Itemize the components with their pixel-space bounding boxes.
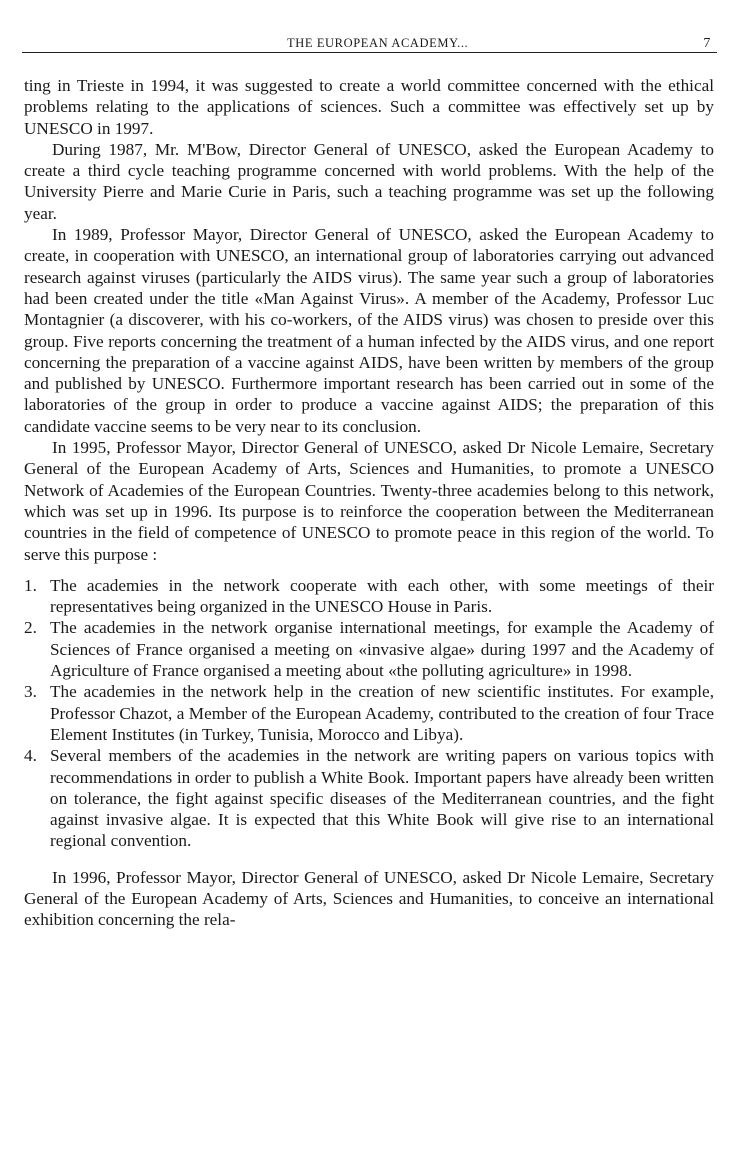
paragraph-continued: ting in Trieste in 1994, it was suggested to create a world committee concerned with the ethical problems relating to the applications of sciences. Such a committee was effectively set up by UNESCO in 1997. — [24, 76, 714, 138]
list-item-number: 1. — [24, 575, 37, 595]
list-item-number: 4. — [24, 746, 37, 766]
numbered-list — [24, 575, 714, 852]
running-title: THE EUROPEAN ACADEMY... — [287, 36, 469, 50]
paragraph-1989: In 1989, Professor Mayor, Director General of UNESCO, asked the European Academy to create, in cooperation with UNESCO, an international group of laboratories carrying out advanced research against viruses (particularly the AIDS virus). The same year such a group of laboratories had been created under the title «Man Against Virus». A member of the Academy, Professor Luc Montagnier (a discoverer, with his co-workers, of the AIDS virus) was chosen to preside over this group. Five reports concerning the treatment of a human infected by the AIDS virus, and one report concerning the preparation of a vaccine against AIDS, have been written by members of the group and published by UNESCO. Furthermore important research has been carried out in some of the laboratories of the group in order to produce a vaccine against AIDS; the preparation of this candidate vaccine seems to be very near to its conclusion. — [24, 225, 714, 436]
list-item-text: Several members of the academies in the network are writing papers on various topics with recommendations in order to publish a White Book. Important papers have already been written on tolerance, the fight against specific diseases of the Mediterranean countries, and the fight against invasive algae. It is expected that this White Book will give rise to an international regional convention. — [50, 746, 714, 851]
list-item — [24, 745, 714, 851]
paragraph-1996: In 1996, Professor Mayor, Director General of UNESCO, asked Dr Nicole Lemaire, Secretary General of the European Academy of Arts, Sciences and Humanities, to conceive an international exhibition concerning the rela- — [24, 867, 714, 930]
list-item — [24, 681, 714, 745]
list-item-text: The academies in the network organise international meetings, for example the Academy of Sciences of France organised a meeting on «invasive algae» during 1997 and the Academy of Agriculture of France organised a meeting about «the polluting agriculture» in 1998. — [50, 618, 714, 681]
running-header — [22, 34, 717, 53]
list-item-number: 3. — [24, 682, 37, 702]
list-item — [24, 575, 714, 618]
list-item-number: 2. — [24, 618, 37, 638]
list-item — [24, 617, 714, 681]
page-number: 7 — [703, 36, 711, 51]
paragraph-1987: During 1987, Mr. M'Bow, Director General of UNESCO, asked the European Academy to create a third cycle teaching programme concerned with world problems. With the help of the University Pierre and Marie Curie in Paris, such a teaching programme was set up the following year. — [24, 139, 714, 223]
paragraph-1995: In 1995, Professor Mayor, Director General of UNESCO, asked Dr Nicole Lemaire, Secretary General of the European Academy of Arts, Sciences and Humanities, to promote a UNESCO Network of Academies of the European Countries. Twenty-three academies belong to this network, which was set up in 1996. Its purpose is to reinforce the cooperation between the Mediterranean countries in the field of competence of UNESCO to promote peace in this region of the world. To serve this purpose : — [24, 438, 714, 564]
list-item-text: The academies in the network cooperate with each other, with some meetings of their representatives being organized in the UNESCO House in Paris. — [50, 575, 714, 617]
list-item-text: The academies in the network help in the creation of new scientific institutes. For example, Professor Chazot, a Member of the European Academy, contributed to the creation of four Trace Element Institutes (in Turkey, Tunisia, Morocco and Libya). — [50, 682, 714, 744]
body-text — [24, 75, 714, 931]
